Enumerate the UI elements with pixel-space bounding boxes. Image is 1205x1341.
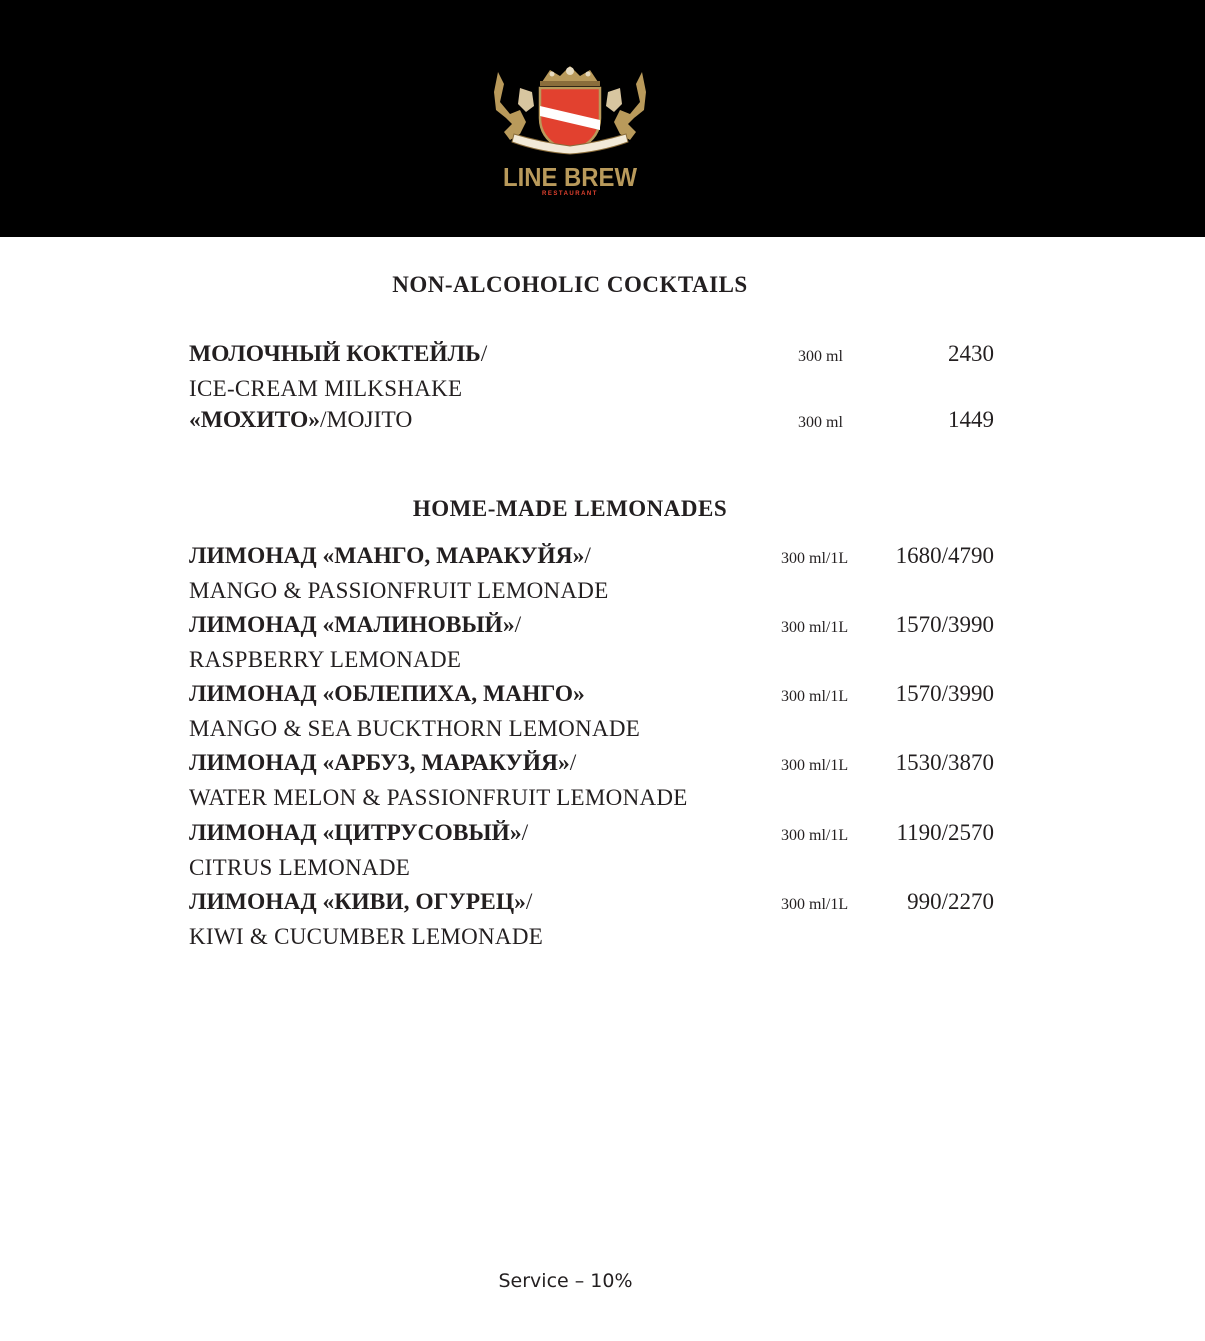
item-price: 1570/3990 [895, 681, 994, 706]
section-title-cocktails: NON-ALCOHOLIC COCKTAILS [392, 272, 748, 297]
item-volume: 300 ml/1L [781, 827, 849, 844]
item-name-en: MANGO & PASSIONFRUIT LEMONADE [189, 577, 609, 603]
item-name-en: MANGO & SEA BUCKTHORN LEMONADE [189, 715, 641, 741]
item-name: ЛИМОНАД «МАЛИНОВЫЙ»/ [189, 612, 522, 638]
item-price: 1190/2570 [896, 820, 994, 845]
item-name-en: WATER MELON & PASSIONFRUIT LEMONADE [189, 784, 688, 810]
line-brew-logo [490, 62, 650, 198]
menu-item [189, 818, 994, 880]
section-title-lemonades: HOME-MADE LEMONADES [412, 496, 728, 521]
item-price: 1680/4790 [895, 543, 994, 568]
item-name: ЛИМОНАД «МАНГО, МАРАКУЙЯ»/ [189, 543, 591, 569]
menu-item [189, 339, 994, 401]
brand-name: LINE BREW [503, 162, 638, 192]
menu-item [189, 887, 994, 949]
item-name: ЛИМОНАД «АРБУЗ, МАРАКУЙЯ»/ [189, 750, 577, 776]
menu-item [189, 610, 994, 672]
item-volume: 300 ml/1L [781, 688, 849, 705]
item-name: «МОХИТО»/MOJITO [189, 407, 413, 433]
item-volume: 300 ml/1L [781, 619, 849, 636]
item-volume: 300 ml [798, 348, 843, 365]
item-price: 1530/3870 [895, 750, 994, 775]
item-volume: 300 ml/1L [781, 896, 849, 913]
item-price: 1570/3990 [895, 612, 994, 637]
item-volume: 300 ml/1L [781, 550, 849, 567]
item-price: 2430 [948, 341, 994, 366]
item-price: 990/2270 [907, 889, 994, 914]
brand-subtitle: RESTAURANT [542, 191, 598, 197]
item-volume: 300 ml/1L [781, 757, 849, 774]
menu-item [189, 405, 994, 440]
menu-item [189, 679, 994, 741]
item-name-en: CITRUS LEMONADE [189, 854, 411, 880]
item-name-en: KIWI & CUCUMBER LEMONADE [189, 923, 544, 949]
service-charge-note: Service – 10% [498, 1270, 633, 1292]
item-name: ЛИМОНАД «ОБЛЕПИХА, МАНГО» [189, 681, 585, 707]
menu-item [189, 541, 994, 603]
menu-item [189, 748, 994, 810]
item-name: ЛИМОНАД «КИВИ, ОГУРЕЦ»/ [189, 889, 533, 915]
item-name: МОЛОЧНЫЙ КОКТЕЙЛЬ/ [189, 341, 488, 367]
item-price: 1449 [948, 407, 994, 432]
item-name-en: RASPBERRY LEMONADE [189, 646, 462, 672]
item-volume: 300 ml [798, 414, 843, 431]
item-name: ЛИМОНАД «ЦИТРУСОВЫЙ»/ [189, 820, 529, 846]
item-name-en: ICE-CREAM MILKSHAKE [189, 375, 463, 401]
header-banner [0, 0, 1205, 237]
